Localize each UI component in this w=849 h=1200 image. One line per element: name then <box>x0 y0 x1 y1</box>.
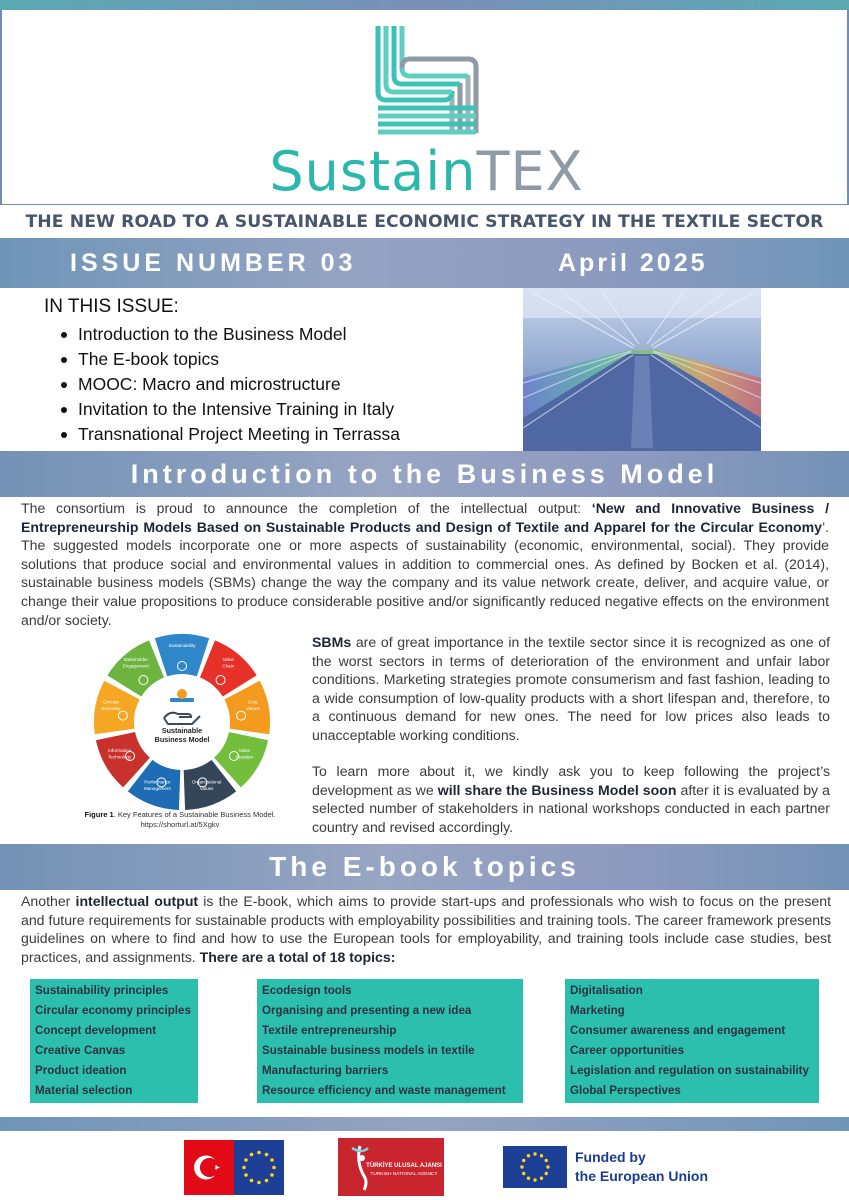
toc-item: MOOC: Macro and microstructure <box>78 372 400 397</box>
eu-star-icon <box>522 1159 525 1162</box>
eu-star-icon <box>270 1173 274 1177</box>
topic-item: Circular economy principles <box>35 1004 191 1017</box>
wheel-segment-label: Performance <box>144 779 171 785</box>
intro-text-bold: ‘New and Innovative Business / Entrepreneurship Models Based on Sustainable Products and Design of Textile and Apparel for the Circular Economy <box>21 500 829 535</box>
eu-star-icon <box>250 1179 254 1183</box>
eu-star-icon <box>533 1152 536 1155</box>
wheel-segment-label: Value <box>222 656 234 662</box>
eu-star-icon <box>540 1177 543 1180</box>
topics-column-2 <box>257 979 523 1103</box>
caption-label: Figure 1 <box>84 810 114 819</box>
topic-item: Resource efficiency and waste management <box>262 1084 506 1097</box>
follow-text-bold: will share the Business Model soon <box>437 781 677 798</box>
ebook-text-bold1: intellectual output <box>75 893 199 909</box>
eu-star-icon <box>265 1153 269 1157</box>
follow-text-b: after it is evaluated by a selected number of stakeholders in national workshops conducted in each partner country and revised accordingly. <box>312 781 830 835</box>
eu-star-icon <box>522 1172 525 1175</box>
wheel-segment-label: Values <box>199 786 214 792</box>
eu-star-icon <box>250 1153 254 1157</box>
eu-star-icon <box>257 1181 261 1185</box>
wheel-segment-label: Core <box>247 699 258 705</box>
topic-item: Manufacturing barriers <box>262 1064 389 1077</box>
wheel-segment-label: Information <box>108 748 132 753</box>
ebook-text-b: is the E-book, which aims to provide start-ups and professionals who wish to focus on the present and future requirements for sustainable products with employability possibilities and training tools. The career framework presents guidelines on where to find and how to use the European tools for employability, and training tools include case studies, best practices, and assignments. <box>21 893 832 965</box>
wheel-segment-label: Sustainability <box>168 643 196 648</box>
eu-star-icon <box>257 1151 261 1155</box>
funded-line1: Funded by <box>575 1149 646 1165</box>
wheel-segment-label: Value <box>238 748 251 753</box>
turkish-national-agency-logo-icon <box>338 1138 444 1196</box>
wheel-segment-label: Engagement <box>122 663 149 669</box>
topic-item: Creative Canvas <box>35 1044 126 1057</box>
topic-item: Organising and presenting a new idea <box>262 1004 472 1017</box>
tua-line2: TURKISH NATIONAL AGENCY <box>370 1172 438 1177</box>
sbm-text-bold: SBMs <box>312 634 352 650</box>
masthead <box>0 10 849 205</box>
wheel-segment-label: Chain <box>222 663 235 669</box>
issue-number: ISSUE NUMBER 03 <box>70 249 357 277</box>
toc-item: Invitation to the Intensive Training in Italy <box>78 397 400 422</box>
sbm-text: are of great importance in the textile sector since it is recognized as one of the worst sectors in terms of deterioration of the environment and unfair labor conditions. Marketing strategies promote consumerism and fast fashion, leading to a wide consumption of low-quality products with a short lifespan and, therefore, to a continuous demand for new ones. The need for low prices also leads to unacceptable working conditions. <box>312 634 830 743</box>
topic-item: Global Perspectives <box>570 1084 681 1097</box>
topic-item: Material selection <box>35 1084 133 1097</box>
toc-item: The E-book topics <box>78 347 400 372</box>
wheel-segment-label: Management <box>143 786 171 792</box>
wheel-segment-label: Economy <box>101 705 121 711</box>
eu-star-icon <box>527 1177 530 1180</box>
toc-item: Transnational Project Meeting in Terrassa <box>78 422 400 447</box>
issue-bar <box>0 238 849 288</box>
topics-column-1 <box>30 979 198 1103</box>
ebook-section-title: The E-book topics <box>0 844 849 890</box>
brand-name <box>2 142 849 202</box>
tagline: THE NEW ROAD TO A SUSTAINABLE ECONOMIC STRATEGY IN THE TEXTILE SECTOR <box>25 212 824 232</box>
wheel-segment-label: Creation <box>235 754 254 760</box>
intro-paragraph <box>21 499 829 629</box>
wheel-center-line2: Business Model <box>154 735 210 744</box>
sbm-wheel-diagram <box>92 632 272 812</box>
ebook-text-bold2: There are a total of 18 topics: <box>199 948 396 965</box>
funded-line2: the European Union <box>575 1168 708 1184</box>
wheel-segment-label: Values <box>246 705 260 711</box>
eu-flag-icon <box>503 1146 567 1188</box>
brand-name-part2: TEX <box>476 140 584 203</box>
top-accent-bar <box>0 0 849 10</box>
figure-caption <box>80 810 280 830</box>
topic-item: Marketing <box>570 1004 625 1017</box>
caption-text: . Key Features of a Sustainable Business Model. https://shorturl.at/5Xgkv <box>113 810 276 829</box>
sustaintex-logo-icon <box>372 22 482 137</box>
topic-item: Career opportunities <box>570 1044 685 1057</box>
ebook-text-a: Another <box>21 893 76 909</box>
wheel-center-line1: Sustainable <box>161 726 203 735</box>
wheel-segment-label: Technology <box>108 754 132 760</box>
eu-star-icon <box>244 1173 248 1177</box>
intro-text-a: The consortium is proud to announce the completion of the intellectual output: <box>21 500 592 516</box>
follow-text-a: To learn more about it, we kindly ask you to keep following the project’s development as we <box>312 763 830 798</box>
footer-accent-bar <box>0 1117 849 1131</box>
eu-star-icon <box>533 1178 536 1181</box>
intro-section-title: Introduction to the Business Model <box>0 451 849 497</box>
textile-factory-photo <box>523 288 761 451</box>
toc-list <box>78 322 400 447</box>
wheel-segment-label: Stakeholder <box>123 656 148 662</box>
eu-star-icon <box>545 1159 548 1162</box>
topic-item: Sustainable business models in textile <box>262 1044 475 1057</box>
wheel-segment-label: Circular <box>103 699 120 705</box>
eu-star-icon <box>545 1172 548 1175</box>
wheel-segment <box>155 634 209 676</box>
topic-item: Concept development <box>35 1024 157 1037</box>
topic-item: Product ideation <box>35 1064 127 1077</box>
topic-item: Sustainability principles <box>35 984 169 997</box>
topic-item: Textile entrepreneurship <box>262 1024 397 1037</box>
topics-column-3 <box>565 979 819 1103</box>
eu-star-icon <box>540 1154 543 1157</box>
eu-star-icon <box>244 1158 248 1162</box>
topic-item: Consumer awareness and engagement <box>570 1024 786 1037</box>
toc-item: Introduction to the Business Model <box>78 322 400 347</box>
eu-star-icon <box>272 1166 276 1170</box>
tua-line1: TÜRKİYE ULUSAL AJANSI <box>366 1163 442 1169</box>
eu-star-icon <box>270 1158 274 1162</box>
intro-text-b: ’. The suggested models incorporate one or more aspects of sustainability (economic, environmental, social). They provide solutions that produce social and environmental values in addition to commercial ones. As defined by Bocken et al. (2014), sustainable business models (SBMs) change the way the company and its value network create, deliver, and acquire value, or change their value propositions to produce considerable positive and/or significantly reduced negative effects on the environment and/or society. <box>21 518 829 628</box>
eu-star-icon <box>527 1154 530 1157</box>
toc-heading: IN THIS ISSUE: <box>44 296 179 317</box>
sbm-paragraph <box>312 633 830 745</box>
funded-by-eu <box>575 1148 708 1186</box>
brand-name-part1: Sustain <box>269 140 477 203</box>
ebook-paragraph <box>21 892 831 966</box>
eu-star-icon <box>265 1179 269 1183</box>
wheel-segment-label: Organizational <box>191 779 222 785</box>
eu-star-icon <box>546 1165 549 1168</box>
eu-star-icon <box>242 1166 246 1170</box>
follow-paragraph <box>312 762 830 836</box>
topic-item: Legislation and regulation on sustainability <box>570 1064 809 1077</box>
turkey-eu-flags-logo-icon <box>184 1140 284 1195</box>
issue-date: April 2025 <box>558 249 708 277</box>
eu-star-icon <box>520 1165 523 1168</box>
topic-item: Digitalisation <box>570 984 643 997</box>
topic-item: Ecodesign tools <box>262 984 352 997</box>
